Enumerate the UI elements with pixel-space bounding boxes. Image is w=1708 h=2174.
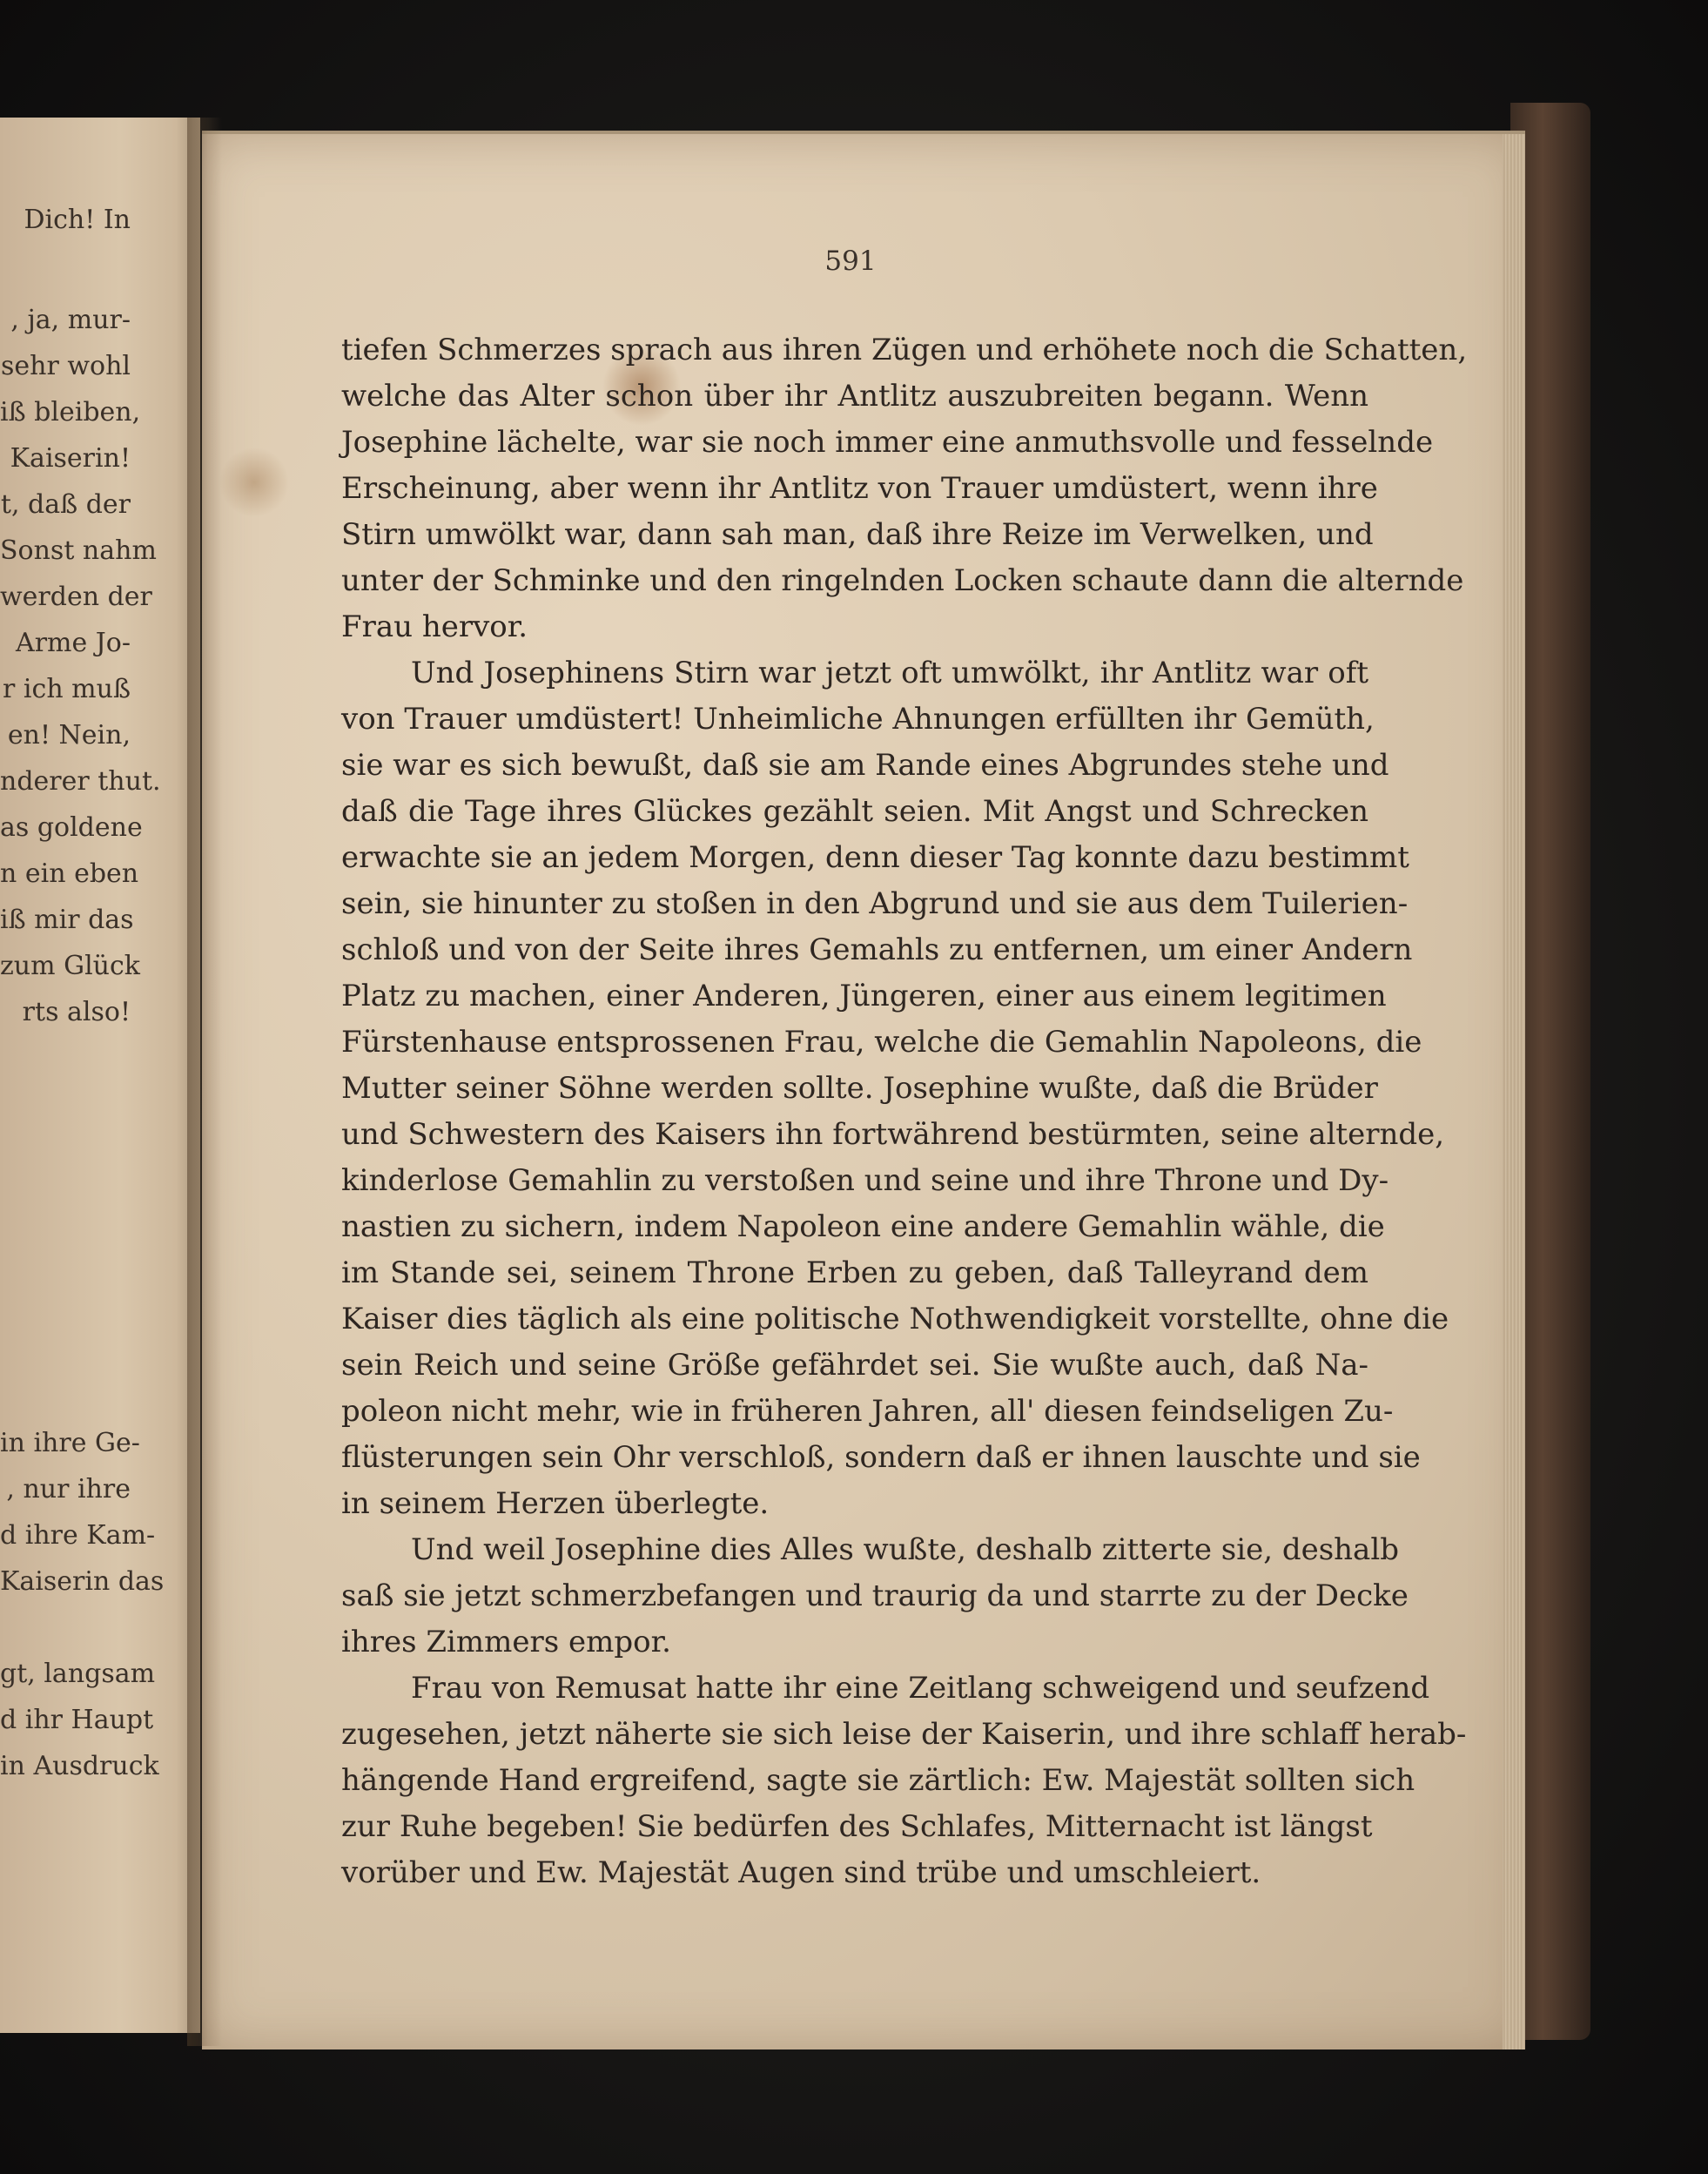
text-line: Und weil Josephine dies Alles wußte, deshalb zitterte sie, deshalb [411,1532,1399,1567]
text-line: von Trauer umdüstert! Unheimliche Ahnungen erfüllten ihr Gemüth, [341,702,1375,737]
text-line: kinderlose Gemahlin zu verstoßen und seine und ihre Throne und Dy- [341,1163,1389,1198]
text-line: Und Josephinens Stirn war jetzt oft umwölkt, ihr Antlitz war oft [411,656,1368,690]
text-line: Erscheinung, aber wenn ihr Antlitz von Trauer umdüstert, wenn ihre [341,471,1378,506]
text-line: tiefen Schmerzes sprach aus ihren Zügen und erhöhete noch die Schatten, [341,333,1468,367]
facing-page-line: , nur ihre [6,1474,131,1504]
text-line: welche das Alter schon über ihr Antlitz auszubreiten begann. Wenn [341,379,1368,414]
facing-page-line: d ihr Haupt [0,1705,154,1735]
facing-page-line: Kaiserin! [10,443,131,474]
text-line: erwachte sie an jedem Morgen, denn dieser Tag konnte dazu bestimmt [341,840,1409,875]
facing-page-line: t, daß der [0,489,131,520]
text-line: poleon nicht mehr, wie in früheren Jahren, all' diesen feindseligen Zu- [341,1394,1394,1429]
facing-page-line: r ich muß [3,674,131,704]
text-line: ihres Zimmers empor. [341,1625,671,1659]
text-line: zur Ruhe begeben! Sie bedürfen des Schlafes, Mitternacht ist längst [341,1809,1373,1844]
facing-page-line: , ja, mur- [10,305,131,335]
text-line: Kaiser dies täglich als eine politische Nothwendigkeit vorstellte, ohne die [341,1302,1449,1336]
page-edges [1503,134,1525,2049]
text-line: Josephine lächelte, war sie noch immer eine anmuthsvolle und fesselnde [341,425,1434,460]
text-line: hängende Hand ergreifend, sagte sie zärtlich: Ew. Majestät sollten sich [341,1763,1415,1798]
text-line: im Stande sei, seinem Throne Erben zu geben, daß Talleyrand dem [341,1255,1368,1290]
book-page [202,131,1525,2049]
facing-page-line: en! Nein, [7,720,131,750]
facing-page-line: Sonst nahm [0,535,157,566]
text-line: daß die Tage ihres Glückes gezählt seien. Mit Angst und Schrecken [341,794,1368,829]
text-line: vorüber und Ew. Majestät Augen sind trübe und umschleiert. [341,1855,1261,1890]
facing-page-line: iß bleiben, [0,397,141,427]
text-line: und Schwestern des Kaisers ihn fortwährend bestürmten, seine alternde, [341,1117,1445,1152]
facing-page-line: gt, langsam [0,1659,156,1689]
text-line: Stirn umwölkt war, dann sah man, daß ihre Reize im Verwelken, und [341,517,1374,552]
facing-page-line: in ihre Ge- [0,1428,140,1458]
text-line: Fürstenhause entsprossenen Frau, welche die Gemahlin Napoleons, die [341,1025,1422,1060]
book-gutter [187,118,222,2046]
facing-page-line: werden der [0,582,152,612]
text-line: nastien zu sichern, indem Napoleon eine andere Gemahlin wähle, die [341,1209,1385,1244]
page-number: 591 [824,246,877,277]
text-line: Platz zu machen, einer Anderen, Jüngeren, einer aus einem legitimen [341,979,1387,1013]
facing-page-line: d ihre Kam- [0,1520,156,1551]
text-line: saß sie jetzt schmerzbefangen und traurig da und starrte zu der Decke [341,1578,1409,1613]
text-line: zugesehen, jetzt näherte sie sich leise der Kaiserin, und ihre schlaff herab- [341,1717,1467,1752]
facing-page-line: in Ausdruck [0,1751,159,1781]
facing-page [0,118,200,2033]
text-line: Mutter seiner Söhne werden sollte. Josephine wußte, daß die Brüder [341,1071,1378,1106]
facing-page-line: as goldene [0,812,143,843]
text-line: Frau hervor. [341,609,528,644]
text-line: sein Reich und seine Größe gefährdet sei. Sie wußte auch, daß Na- [341,1348,1368,1383]
facing-page-line: Kaiserin das [0,1566,165,1597]
facing-page-line: Arme Jo- [16,628,131,658]
facing-page-line: nderer thut. [0,766,161,797]
text-line: sein, sie hinunter zu stoßen in den Abgrund und sie aus dem Tuilerien- [341,886,1409,921]
text-line: in seinem Herzen überlegte. [341,1486,770,1521]
facing-page-line: rts also! [22,997,131,1027]
facing-page-line: zum Glück [0,951,140,981]
text-line: unter der Schminke und den ringelnden Locken schaute dann die alternde [341,563,1464,598]
facing-page-line: n ein eben [0,858,139,889]
text-line: flüsterungen sein Ohr verschloß, sondern daß er ihnen lauschte und sie [341,1440,1421,1475]
text-line: Frau von Remusat hatte ihr eine Zeitlang schweigend und seufzend [411,1671,1430,1706]
facing-page-line: iß mir das [0,905,134,935]
facing-page-line: sehr wohl [0,351,131,381]
facing-page-line: Dich! In [24,205,131,235]
text-line: schloß und von der Seite ihres Gemahls zu entfernen, um einer Andern [341,932,1413,967]
text-line: sie war es sich bewußt, daß sie am Rande eines Abgrundes stehe und [341,748,1389,783]
